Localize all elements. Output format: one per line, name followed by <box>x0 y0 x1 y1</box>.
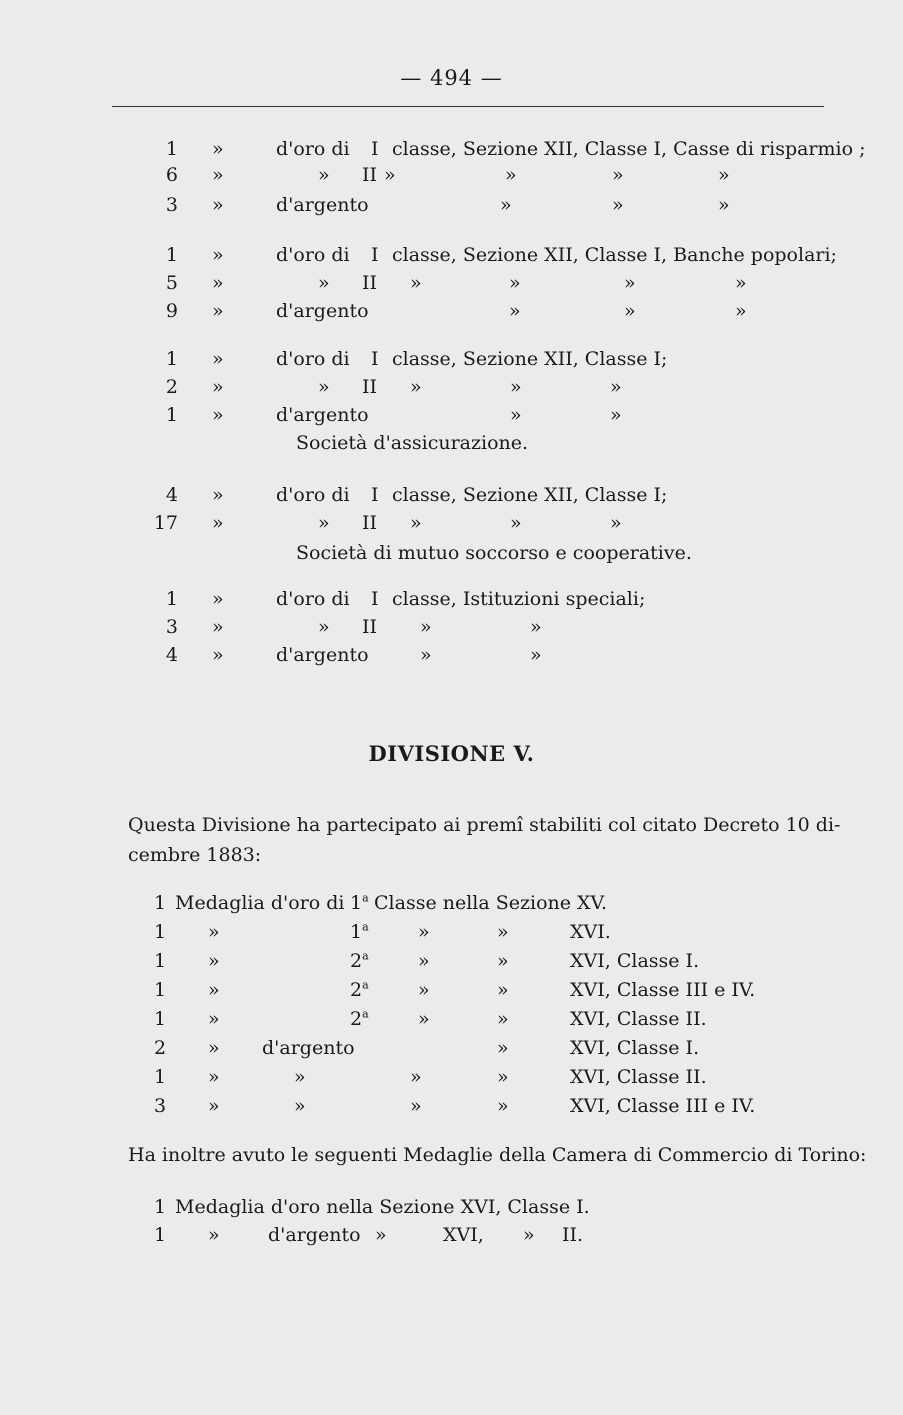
header-rule <box>112 106 824 107</box>
outro-paragraph: Ha inoltre avuto le seguenti Medaglie della Camera di Commercio di Torino: <box>128 1144 867 1166</box>
division-heading: DIVISIONE V. <box>368 741 535 766</box>
intro-paragraph: Questa Divisione ha partecipato ai premî stabiliti col citato Decreto 10 di- cembre 1883: <box>128 814 841 866</box>
document-page: — 494 — 1 » d'oro di I classe, Sezione XII, Classe I, Casse di risparmio ; 6 » » II » » » » 3 » d'argento » » » 1 » d'oro di I classe, Sezione XII, Classe I, Banche popolari; 5 » » II » » » » 9 » d'argento » » » 1 » d'oro di I classe, Sezione XII, Classe I; 2 » » II » » » 1 » d'argento » » Società d'assicurazione. 4 » d'oro di I classe, Sezione XII, Classe I; 17 » » II » » » Società di mutuo soccorso e cooperative. 1 » d'oro di I classe, Istituzioni speciali; 3 » » II » » 4 » d'argento » » DIVISIONE V. Questa Divisione ha partecipato ai premî stabiliti col citato Decreto 10 di- cembre 1883: 1 Medaglia d'oro di 1$^a$ Classe nella Sezione XV. 1 » 1$^a$ » » XVI. 1 » 2$^a$ » » XVI, Classe I. 1 » 2$^a$ » » XVI, Classe III e IV. 1 » 2$^a$ » » XVI, Classe II. 2 » d'argento » XVI, Classe I. 1 » » » » XVI, Classe II. 3 » » » » XVI, Classe III e IV. Ha inoltre avuto le seguenti Medaglie della Camera di Commercio di Torino: 1 Medaglia d'oro nella Sezione XVI, Classe I. 1 » d'argento » XVI, » II. <box>0 0 903 1415</box>
page-number: — 494 — <box>400 66 503 90</box>
